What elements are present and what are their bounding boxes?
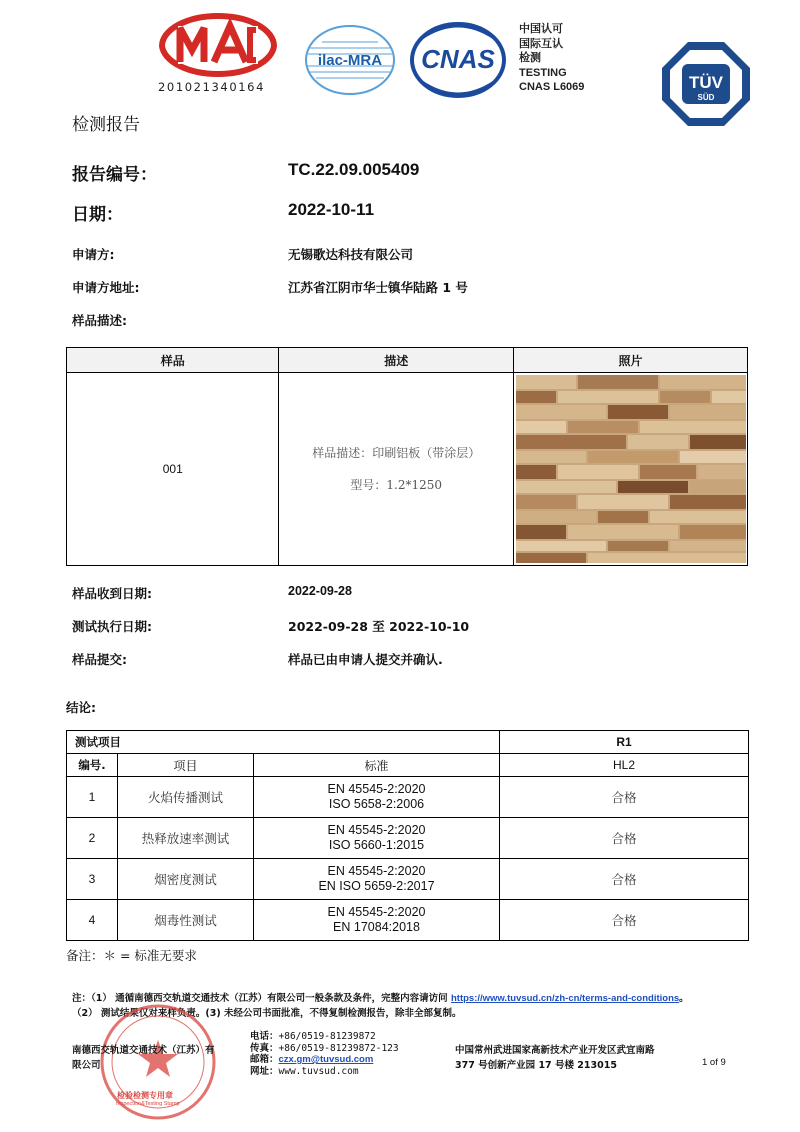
photo-column-header: 照片 <box>514 348 748 373</box>
test-item: 热释放速率测试 <box>118 818 254 859</box>
stamp-sublabel: Inspection&Testing Stamp <box>116 1101 180 1107</box>
level-column-header: HL2 <box>500 754 749 777</box>
item-column-header: 项目 <box>118 754 254 777</box>
terms-link[interactable]: https://www.tuvsud.cn/zh-cn/terms-and-conditions <box>450 993 680 1004</box>
applicant-name: 无锡歌达科技有限公司 <box>288 247 414 262</box>
test-standard: EN 45545-2:2020 ISO 5660-1:2015 <box>254 818 500 859</box>
company-name-line2: 限公司 <box>72 1060 101 1071</box>
sample-id: 001 <box>67 373 279 566</box>
tuv-sud-logo <box>660 40 752 128</box>
row-number: 4 <box>67 900 118 941</box>
cma-code: 201021340164 <box>158 80 265 94</box>
table-row <box>67 818 749 859</box>
sample-table <box>66 347 748 566</box>
cma-logo <box>158 12 278 78</box>
email-link[interactable]: czx.gm@tuvsud.com <box>278 1054 374 1065</box>
sample-received-date: 2022-09-28 <box>288 584 352 598</box>
report-date: 2022-10-11 <box>288 200 375 219</box>
test-standard: EN 45545-2:2020 EN ISO 5659-2:2017 <box>254 859 500 900</box>
test-result: 合格 <box>500 818 749 859</box>
table-row <box>67 777 749 818</box>
footer-address-line2: 377 号创新产业园 17 号楼 213015 <box>455 1060 617 1071</box>
table-row <box>67 859 749 900</box>
test-item: 烟密度测试 <box>118 859 254 900</box>
number-column-header: 编号. <box>67 754 118 777</box>
sample-photo-cell <box>514 373 748 566</box>
conclusion-label: 结论: <box>66 700 96 715</box>
company-name-line1: 南德西交轨道交通技术（江苏）有 <box>72 1045 215 1056</box>
page-number: 1 of 9 <box>702 1057 726 1068</box>
svg-text:ilac-MRA: ilac-MRA <box>317 52 383 69</box>
row-number: 1 <box>67 777 118 818</box>
test-item: 烟毒性测试 <box>118 900 254 941</box>
test-result: 合格 <box>500 859 749 900</box>
applicant-address: 江苏省江阴市华士镇华陆路 1 号 <box>288 280 468 295</box>
results-table <box>66 730 749 941</box>
test-result: 合格 <box>500 900 749 941</box>
svg-text:SÜD: SÜD <box>697 93 715 102</box>
sample-column-header: 样品 <box>67 348 279 373</box>
footnote-copy-notice: （2） 测试结果仅对来样负责。(3) 未经公司书面批准，不得复制检测报告，除非全部复制。 <box>72 1008 462 1019</box>
applicant-label: 申请方: <box>72 247 115 262</box>
remark: 备注：＊ = 标准无要求 <box>66 948 197 963</box>
row-number: 3 <box>67 859 118 900</box>
sample-description-cell <box>279 373 514 566</box>
stamp-label: 检验检测专用章 <box>117 1091 173 1100</box>
test-standard: EN 45545-2:2020 ISO 5658-2:2006 <box>254 777 500 818</box>
contact-block: 电话：+86/0519-81239872 传真：+86/0519-81239872-123 邮箱：czx.gm@tuvsud.com 网址：www.tuvsud.com <box>250 1031 399 1077</box>
footer-address-line1: 中国常州武进国家高新技术产业开发区武宜南路 <box>455 1045 655 1056</box>
svg-text:CNAS: CNAS <box>421 44 495 74</box>
table-row <box>67 900 749 941</box>
description-column-header: 描述 <box>279 348 514 373</box>
r1-column-header: R1 <box>500 731 749 754</box>
cnas-logo <box>408 20 508 100</box>
test-standard: EN 45545-2:2020 EN 17084:2018 <box>254 900 500 941</box>
date-label: 日期： <box>72 205 123 225</box>
test-period-label: 测试执行日期: <box>72 619 152 634</box>
report-number: TC.22.09.005409 <box>288 160 420 179</box>
report-number-label: 报告编号： <box>72 165 157 185</box>
sample-description-label: 样品描述: <box>72 313 127 328</box>
test-item: 火焰传播测试 <box>118 777 254 818</box>
sample-description-text: 样品描述：印刷铝板（带涂层） <box>312 446 481 460</box>
sample-submission: 样品已由申请人提交并确认. <box>288 652 443 667</box>
standard-column-header: 标准 <box>254 754 500 777</box>
test-result: 合格 <box>500 777 749 818</box>
row-number: 2 <box>67 818 118 859</box>
test-period: 2022-09-28 至 2022-10-10 <box>288 619 470 634</box>
sample-photo-stone-texture <box>516 375 746 563</box>
applicant-address-label: 申请方地址: <box>72 280 140 295</box>
svg-text:TÜV: TÜV <box>689 73 723 92</box>
test-items-header: 测试项目 <box>67 731 500 754</box>
ilac-mra-logo <box>302 24 398 96</box>
footnote-terms: 注：（1） 通循南德西交轨道交通技术（江苏）有限公司一般条款及条件，完整内容请访问 https://www.tuvsud.cn/zh-cn/terms-and-conditions。 <box>72 993 689 1004</box>
sample-model-text: 型号：1.2*1250 <box>350 478 443 492</box>
cnas-accreditation-text: 中国认可 国际互认 检测 TESTING CNAS L6069 <box>519 22 585 93</box>
sample-received-label: 样品收到日期: <box>72 586 152 601</box>
sample-submission-label: 样品提交: <box>72 652 127 667</box>
document-title: 检测报告 <box>72 115 140 135</box>
